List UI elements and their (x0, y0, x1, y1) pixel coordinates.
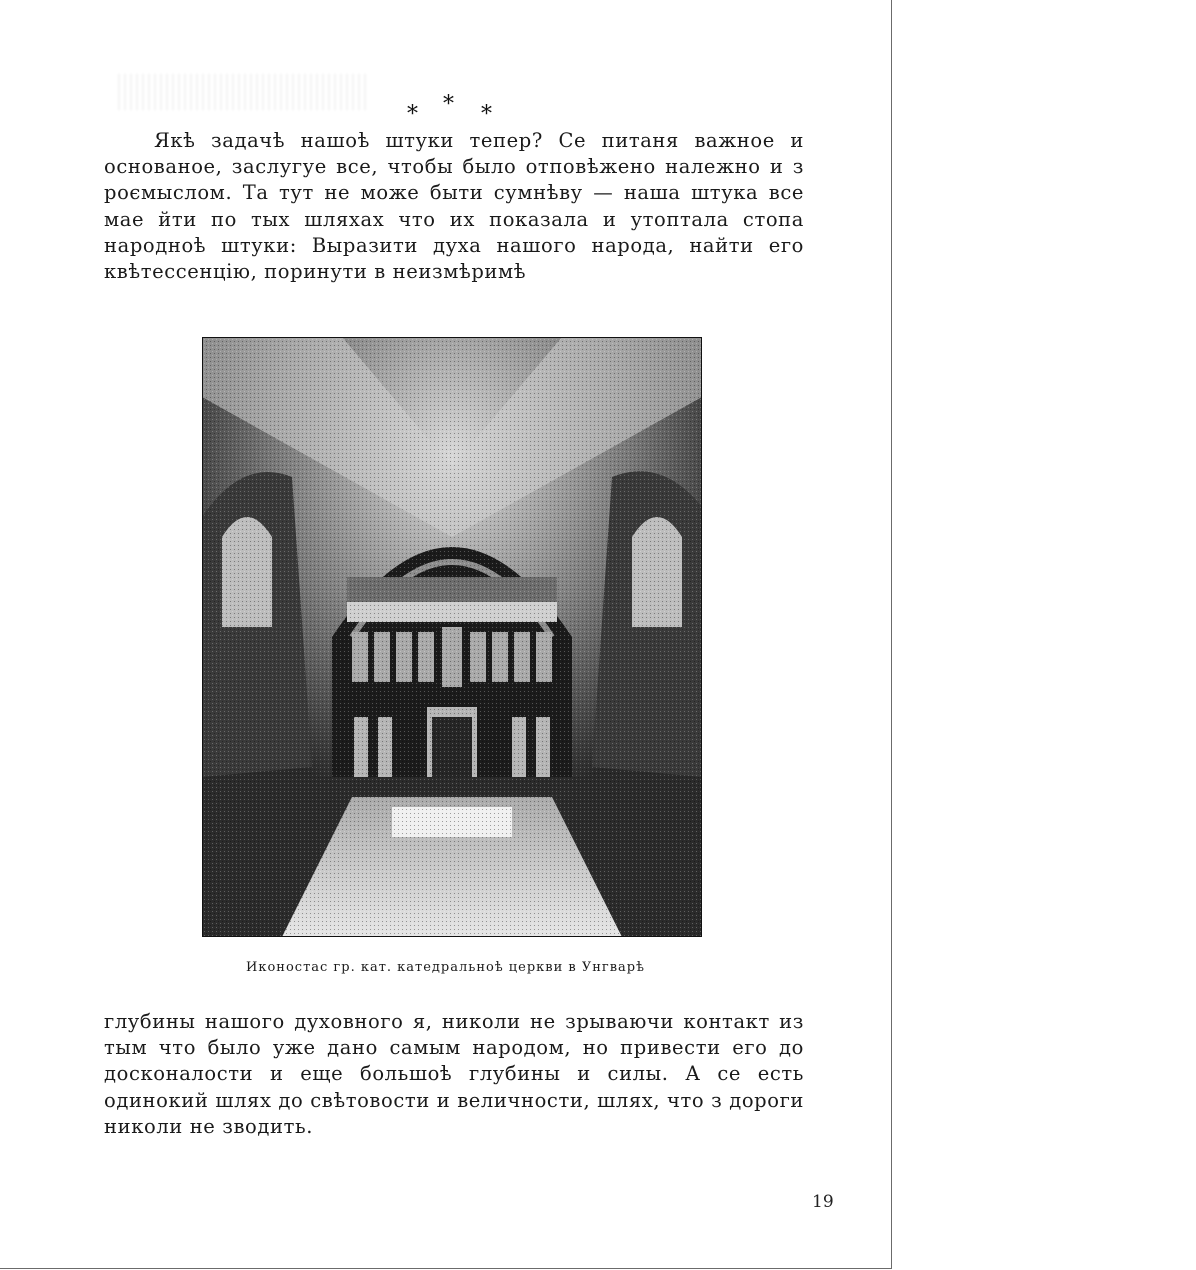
iconostasis-photograph (202, 337, 702, 937)
body-text-top (104, 128, 804, 285)
paragraph-bottom: глубины нашого духовного я, николи не зрываючи контакт из тым что было уже дано самым народом, но привести его до досконалости и еще большоѣ глубины и силы. А се есть одинокий шлях до свѣтовости и величности, шлях, что з дороги николи не зводить. (104, 1010, 804, 1138)
paragraph-top: Якѣ задачѣ нашоѣ штуки тепер? Се питаня важное и основаное, заслугуе все, чтобы было отповѣжено належно и з роємыслом. Та тут не може быти сумнѣву — наша штука все мае йти по тых шляхах что их показала и утоптала стопа народноѣ штуки: Выразити духа нашого народа, найти его квѣтессенцію, поринути в неизмѣримѣ (104, 129, 804, 284)
page-number: 19 (812, 1192, 834, 1212)
asterisk-middle: * (443, 92, 454, 117)
asterisk-right: * (481, 102, 492, 127)
body-text-bottom (104, 1009, 804, 1140)
figure-caption: Иконостас гр. кат. катедральноѣ церкви в Унгварѣ (246, 960, 645, 975)
asterisk-left: * (407, 102, 418, 127)
bleed-through-smudge (118, 74, 368, 110)
section-separator-ornament (385, 92, 515, 127)
